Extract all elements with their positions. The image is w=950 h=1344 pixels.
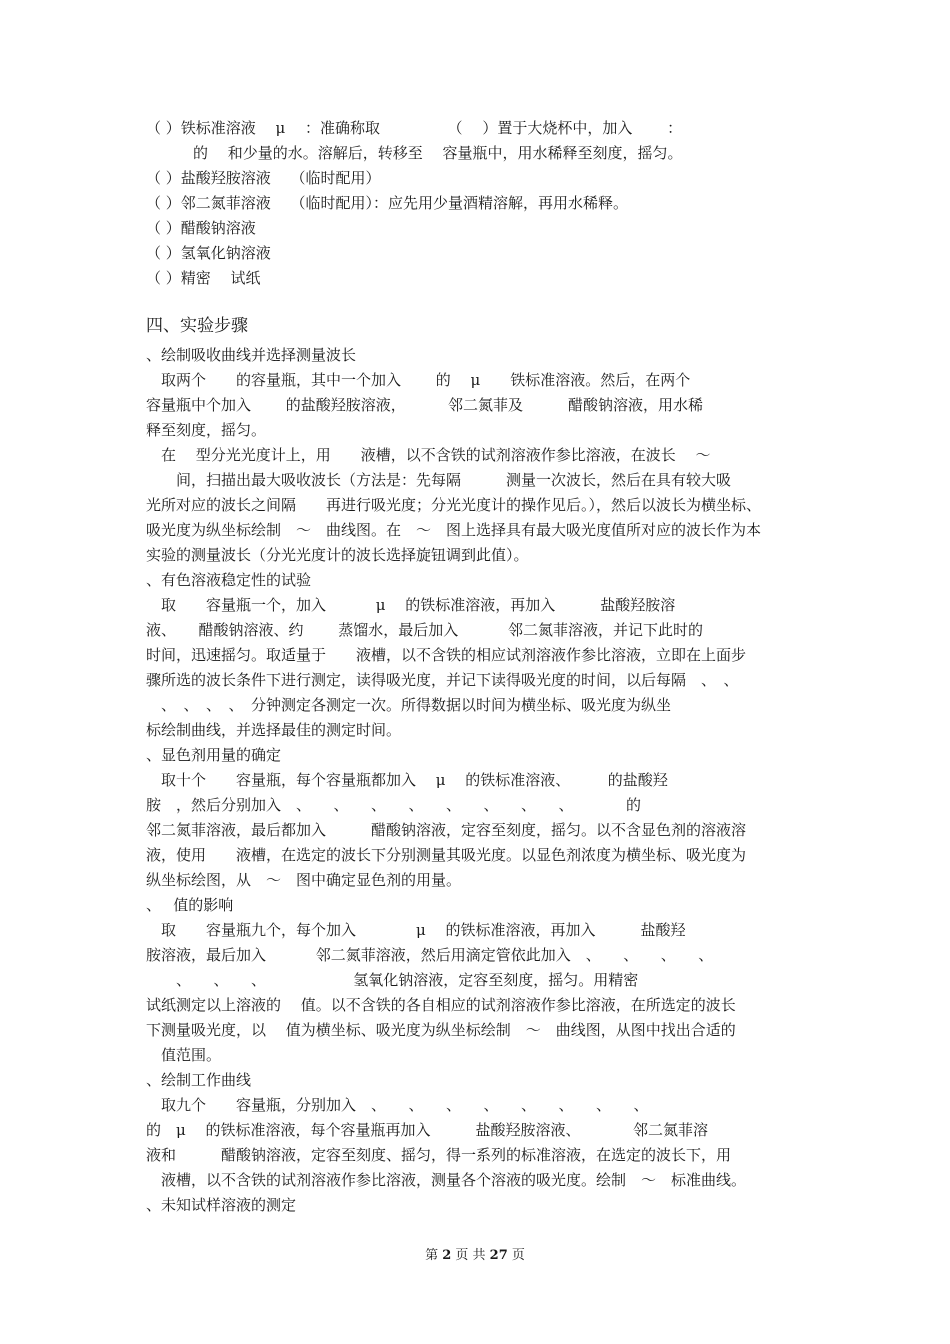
footer-prefix: 第: [425, 1248, 443, 1263]
reagent-hydroxylamine: （ ）盐酸羟胺溶液 （临时配用）: [146, 169, 381, 187]
subheading-unknown-sample: 、未知试样溶液的测定: [146, 1196, 297, 1214]
body-line: 的 μ 的铁标准溶液，每个容量瓶再加入 盐酸羟胺溶液、 邻二氮菲溶: [146, 1121, 709, 1139]
total-pages: 27: [489, 1248, 508, 1263]
subheading-ph-effect: 、 值的影响: [146, 896, 234, 914]
body-line: 取十个 容量瓶，每个容量瓶都加入 μ 的铁标准溶液、 的盐酸羟: [146, 771, 668, 789]
footer-suffix: 页: [507, 1248, 525, 1263]
body-line: 试纸测定以上溶液的 值。以不含铁的各自相应的试剂溶液作参比溶液，在所选定的波长: [146, 996, 736, 1014]
page-number: 2: [442, 1248, 452, 1263]
body-line: 时间，迅速摇匀。取适量于 液槽，以不含铁的相应试剂溶液作参比溶液，立即在上面步: [146, 646, 747, 664]
body-line: 液和 醋酸钠溶液，定容至刻度、摇匀，得一系列的标准溶液，在选定的波长下，用: [146, 1146, 732, 1164]
reagent-sodium-hydroxide: （ ）氢氧化钠溶液: [146, 244, 271, 262]
body-line: 标绘制曲线，并选择最佳的测定时间。: [146, 721, 402, 739]
reagent-sodium-acetate: （ ）醋酸钠溶液: [146, 219, 256, 237]
body-line: 液槽，以不含铁的试剂溶液作参比溶液，测量各个溶液的吸光度。绘制 ～ 标准曲线。: [146, 1171, 747, 1189]
body-line: 取九个 容量瓶，分别加入 、 、 、 、 、 、 、 、: [146, 1096, 649, 1114]
reagent-fe-standard-cont: 的 和少量的水。溶解后，转移至 容量瓶中，用水稀释至刻度，摇匀。: [178, 144, 683, 162]
reagent-phenanthroline: （ ）邻二氮菲溶液 （临时配用）：应先用少量酒精溶解，再用水稀释。: [146, 194, 629, 212]
body-line: 纵坐标绘图，从 ～ 图中确定显色剂的用量。: [146, 871, 462, 889]
body-line: 液、 醋酸钠溶液、约 蒸馏水，最后加入 邻二氮菲溶液，并记下此时的: [146, 621, 704, 639]
body-line: 实验的测量波长（分光光度计的波长选择旋钮调到此值）。: [146, 546, 529, 564]
page-footer: [0, 1247, 950, 1265]
body-line: 胺 ，然后分别加入 、 、 、 、 、 、 、 、 的: [146, 796, 642, 814]
reagent-ph-paper: （ ）精密 试纸: [146, 269, 261, 287]
body-line: 取 容量瓶九个，每个加入 μ 的铁标准溶液，再加入 盐酸羟: [146, 921, 686, 939]
body-line: 取两个 的容量瓶，其中一个加入 的 μ 铁标准溶液。然后，在两个: [146, 371, 691, 389]
body-line: 下测量吸光度，以 值为横坐标、吸光度为纵坐标绘制 ～ 曲线图，从图中找出合适的: [146, 1021, 736, 1039]
section-heading: 四、实验步骤: [146, 316, 248, 336]
body-line: 胺溶液，最后加入 邻二氮菲溶液，然后用滴定管依此加入 、 、 、 、: [146, 946, 714, 964]
body-line: 、 、 、 氢氧化钠溶液，定容至刻度，摇匀。用精密: [146, 971, 639, 989]
body-line: 容量瓶中个加入 的盐酸羟胺溶液， 邻二氮菲及 醋酸钠溶液，用水稀: [146, 396, 704, 414]
subheading-absorption-curve: 、绘制吸收曲线并选择测量波长: [146, 346, 357, 364]
body-line: 取 容量瓶一个，加入 μ 的铁标准溶液，再加入 盐酸羟胺溶: [146, 596, 676, 614]
body-line: 值范围。: [146, 1046, 222, 1064]
body-line: 光所对应的波长之间隔 再进行吸光度；分光光度计的操作见后。），然后以波长为横坐标、: [146, 496, 762, 514]
body-line: 液，使用 液槽，在选定的波长下分别测量其吸光度。以显色剂浓度为横坐标、吸光度为: [146, 846, 747, 864]
subheading-stability-test: 、有色溶液稳定性的试验: [146, 571, 312, 589]
body-line: 吸光度为纵坐标绘制 ～ 曲线图。在 ～ 图上选择具有最大吸光度值所对应的波长作为本: [146, 521, 762, 539]
body-line: 在 型分光光度计上，用 液槽，以不含铁的试剂溶液作参比溶液，在波长 ～: [146, 446, 711, 464]
body-line: 邻二氮菲溶液，最后都加入 醋酸钠溶液，定容至刻度，摇匀。以不含显色剂的溶液溶: [146, 821, 747, 839]
subheading-reagent-dosage: 、显色剂用量的确定: [146, 746, 282, 764]
subheading-working-curve: 、绘制工作曲线: [146, 1071, 252, 1089]
body-line: 、 、 、 、 分钟测定各测定一次。所得数据以时间为横坐标、吸光度为纵坐: [146, 696, 672, 714]
footer-middle: 页 共: [451, 1248, 490, 1263]
body-line: 间，扫描出最大吸收波长（方法是：先每隔 测量一次波长，然后在具有较大吸: [146, 471, 732, 489]
body-line: 骤所选的波长条件下进行测定，读得吸光度，并记下读得吸光度的时间，以后每隔 、 、: [146, 671, 739, 689]
body-line: 释至刻度，摇匀。: [146, 421, 267, 439]
reagent-fe-standard: （ ）铁标准溶液 μ ：准确称取 （ ）置于大烧杯中，加入 ：: [146, 119, 683, 137]
